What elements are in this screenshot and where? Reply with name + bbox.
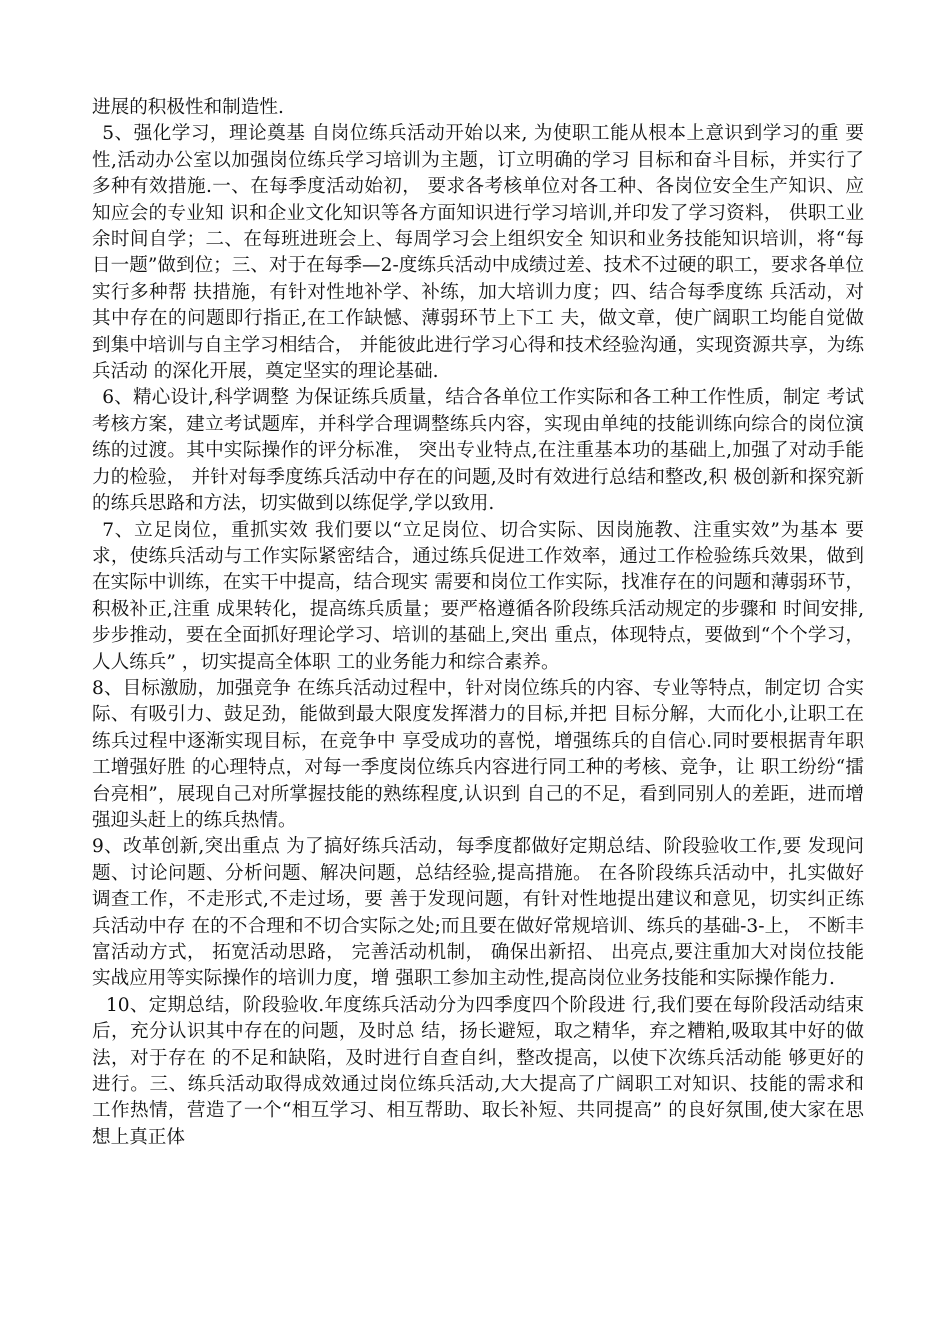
paragraph-section-9: 9、改革创新,突出重点 为了搞好练兵活动，每季度都做好定期总结、阶段验收工作,要 发现问题、讨论问题、分析问题、解决问题，总结经验,提高措施。 在各阶段练兵活动中，扎实做好调查工作，不走形式,不走过场，要 善于发现问题，有针对性地提出建议和意见，切实纠正练兵活动中存 在的不合理和不切合实际之处;而且要在做好常规培训、练兵的基础-3-上， 不断丰富活动方式， 拓宽活动思路， 完善活动机制， 确保出新招、 出亮点,要注重加大对岗位技能实战应用等实际操作的培训力度，增 强职工参加主动性,提高岗位业务技能和实际操作能力. [92, 836, 864, 990]
paragraph-section-5: 5、强化学习，理论奠基 自岗位练兵活动开始以来, 为使职工能从根本上意识到学习的重 要性,活动办公室以加强岗位练兵学习培训为主题，订立明确的学习 目标和奋斗目标，并实行了多种有效措施.一、在每季度活动始初， 要求各考核单位对各工种、各岗位安全生产知识、应知应会的专业知 识和企业文化知识等各方面知识进行学习培训,并印发了学习资料， 供职工业余时间自学；二、在每班进班会上、每周学习会上组织安全 知识和业务技能知识培训，将“每日一题”做到位；三、对于在每季—2-度练兵活动中成绩过差、技术不过硬的职工，要求各单位实行多种帮 扶措施，有针对性地补学、补练，加大培训力度；四、结合每季度练 兵活动，对其中存在的问题即行指正,在工作缺憾、薄弱环节上下工 夫，做文章，使广阔职工均能自觉做到集中培训与自主学习相结合， 并能彼此进行学习心得和技术经验沟通，实现资源共享，为练兵活动 的深化开展，奠定坚实的理论基础. [92, 123, 864, 383]
paragraph-section-8: 8、目标激励，加强竞争 在练兵活动过程中，针对岗位练兵的内容、专业等特点，制定切 合实际、有吸引力、鼓足劲，能做到最大限度发挥潜力的目标,并把 目标分解，大而化小,让职工在练兵过程中逐渐实现目标，在竞争中 享受成功的喜悦，增强练兵的自信心.同时要根据青年职工增强好胜 的心理特点，对每一季度岗位练兵内容进行同工种的考核、竞争，让 职工纷纷“擂台亮相”，展现自己对所掌握技能的熟练程度,认识到 自己的不足，看到同别人的差距，进而增强迎头赶上的练兵热情。 [92, 677, 864, 831]
paragraph-continuation: 进展的积极性和制造性. [92, 97, 284, 118]
document-page [92, 95, 864, 1151]
paragraph-section-10: 10、定期总结，阶段验收.年度练兵活动分为四季度四个阶段进 行,我们要在每阶段活动结束后，充分认识其中存在的问题，及时总 结，扬长避短，取之精华，弃之糟粕,吸取其中好的做法，对于存在 的不足和缺陷，及时进行自查自纠，整改提高，以使下次练兵活动能 够更好的进行。三、练兵活动取得成效通过岗位练兵活动,大大提高了广阔职工对知识、技能的需求和 工作热情，营造了一个“相互学习、相互帮助、取长补短、共同提高” 的良好氛围,使大家在思想上真正体 [92, 994, 864, 1148]
paragraph-section-6: 6、精心设计,科学调整 为保证练兵质量，结合各单位工作实际和各工种工作性质，制定 考试考核方案，建立考试题库，并科学合理调整练兵内容，实现由单纯的技能训练向综合的岗位演练的过渡。其中实际操作的评分标准， 突出专业特点,在注重基本功的基础上,加强了对动手能力的检验， 并针对每季度练兵活动中存在的问题,及时有效进行总结和整改,积 极创新和探究新的练兵思路和方法，切实做到以练促学,学以致用. [92, 387, 864, 515]
paragraph-section-7: 7、立足岗位，重抓实效 我们要以“立足岗位、切合实际、因岗施教、注重实效”为基本 要求，使练兵活动与工作实际紧密结合，通过练兵促进工作效率，通过工作检验练兵效果，做到在实际中训练，在实干中提高，结合现实 需要和岗位工作实际，找准存在的问题和薄弱环节，积极补正,注重 成果转化，提高练兵质量；要严格遵循各阶段练兵活动规定的步骤和 时间安排,步步推动，要在全面抓好理论学习、培训的基础上,突出 重点，体现特点，要做到“个个学习，人人练兵” ，切实提高全体职 工的业务能力和综合素养。 [92, 519, 864, 673]
